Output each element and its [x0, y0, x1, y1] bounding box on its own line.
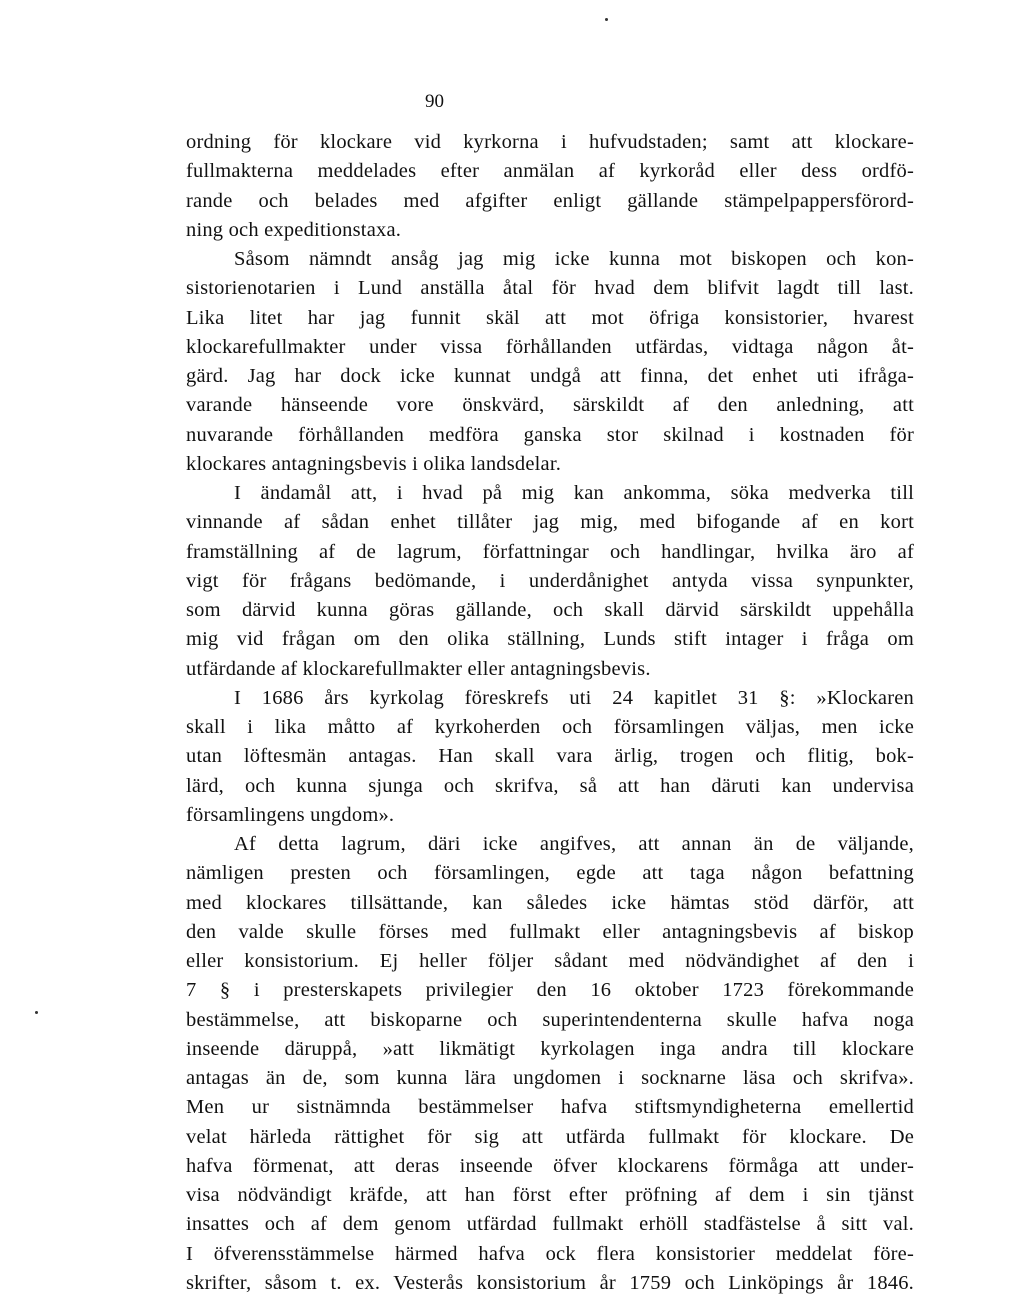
dust-speck-left	[35, 1011, 38, 1014]
text-line: hafva förmenat, att deras inseende öfver klockarens förmåga att under-	[186, 1154, 914, 1177]
text-line: lärd, och kunna sjunga och skrifva, så att han däruti kan undervisa	[186, 774, 914, 797]
text-line: ning och expeditionstaxa.	[186, 218, 402, 241]
text-line: skall i lika måtto af kyrkoherden och församlingen väljas, men icke	[186, 716, 914, 738]
text-line: bestämmelse, att biskoparne och superintendenterna skulle hafva noga	[186, 1008, 914, 1031]
text-line: fullmakterna meddelades efter anmälan af kyrkoråd eller dess ordfö-	[186, 160, 914, 183]
text-line: utfärdande af klockarefullmakter eller antagningsbevis.	[186, 657, 651, 680]
text-line: som därvid kunna göras gällande, och skall därvid särskildt uppehålla	[186, 599, 914, 621]
dust-speck-top	[605, 18, 608, 21]
text-line: varande hänseende vore önskvärd, särskildt af den anledning, att	[186, 394, 914, 417]
text-line: ordning för klockare vid kyrkorna i hufvudstaden; samt att klockare-	[186, 131, 914, 153]
text-line: velat härleda rättighet för sig att utfärda fullmakt för klockare. De	[186, 1125, 914, 1148]
text-line: I ändamål att, i hvad på mig kan ankomma, söka medverka till	[234, 482, 914, 504]
text-line: inseende däruppå, »att likmätigt kyrkolagen inga andra till klockare	[186, 1037, 914, 1060]
text-line: vinnande af sådan enhet tillåter jag mig, med bifogande af en kort	[186, 511, 914, 534]
text-line: visa nödvändigt kräfde, att han först efter pröfning af dem i sin tjänst	[186, 1184, 914, 1206]
text-line: församlingens ungdom».	[186, 803, 395, 826]
text-line: 7 § i presterskapets privilegier den 16 oktober 1723 förekommande	[186, 979, 914, 1002]
text-line: Men ur sistnämnda bestämmelser hafva stiftsmyndigheterna emellertid	[186, 1096, 914, 1119]
text-line: framställning af de lagrum, författningar och handlingar, hvilka äro af	[186, 540, 914, 563]
text-line: nuvarande förhållanden medföra ganska stor skilnad i kostnaden för	[186, 423, 914, 446]
text-line: vigt för frågans bedömande, i underdånighet antyda vissa synpunkter,	[186, 569, 914, 592]
text-line: I 1686 års kyrkolag föreskrefs uti 24 kapitlet 31 §: »Klockaren	[234, 686, 914, 709]
body-text	[186, 128, 914, 1298]
text-line: insattes och af dem genom utfärdad fullmakt erhöll stadfästelse å sitt val.	[186, 1213, 914, 1236]
page-number: 90	[425, 91, 444, 112]
text-line: gärd. Jag har dock icke kunnat undgå att finna, det enhet uti ifråga-	[186, 365, 914, 387]
text-line: klockarefullmakter under vissa förhållanden utfärdas, vidtaga någon åt-	[186, 335, 914, 358]
text-line: Såsom nämndt ansåg jag mig icke kunna mot biskopen och kon-	[234, 248, 914, 270]
text-line: den valde skulle förses med fullmakt eller antagningsbevis af biskop	[186, 920, 914, 943]
text-line: Lika litet har jag funnit skäl att mot öfriga konsistorier, hvarest	[186, 306, 914, 329]
text-line: sistorienotarien i Lund anställa åtal för hvad dem blifvit lagdt till last.	[186, 277, 914, 300]
text-line: skrifter, såsom t. ex. Vesterås konsistorium år 1759 och Linköpings år 1846.	[186, 1271, 914, 1294]
text-line: Af detta lagrum, däri icke angifves, att annan än de väljande,	[234, 833, 914, 855]
text-line: eller konsistorium. Ej heller följer sådant med nödvändighet af den i	[186, 950, 914, 972]
text-line: mig vid frågan om den olika ställning, Lunds stift intager i fråga om	[186, 628, 914, 651]
text-line: antagas än de, som kunna lära ungdomen i socknarne läsa och skrifva».	[186, 1067, 914, 1089]
text-line: klockares antagningsbevis i olika landsdelar.	[186, 452, 562, 475]
text-line: utan löftesmän antagas. Han skall vara ärlig, trogen och flitig, bok-	[186, 745, 914, 768]
text-line: rande och belades med afgifter enligt gällande stämpelpappersförord-	[186, 189, 914, 212]
text-line: med klockares tillsättande, kan således icke hämtas stöd därför, att	[186, 891, 914, 914]
text-line: nämligen presten och församlingen, egde att taga någon befattning	[186, 862, 914, 885]
text-line: I öfverensstämmelse härmed hafva ock flera konsistorier meddelat före-	[186, 1242, 914, 1265]
